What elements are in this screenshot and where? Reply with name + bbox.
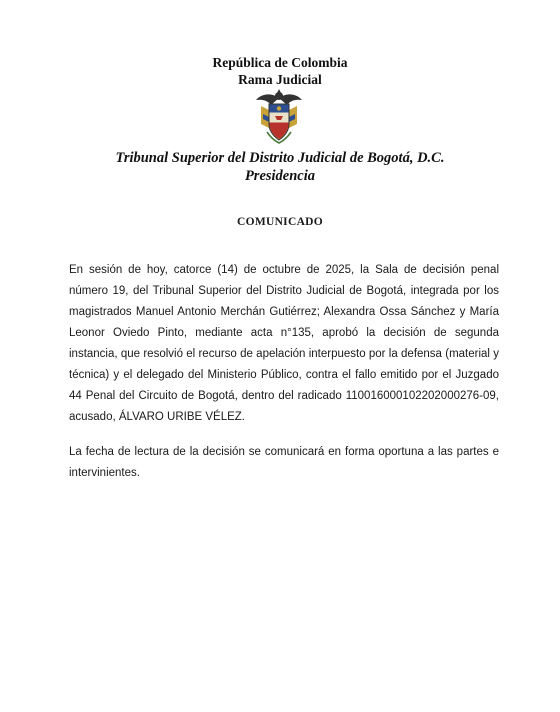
body-paragraph-1: En sesión de hoy, catorce (14) de octubre de 2025, la Sala de decisión penal número 19, del Tribunal Superior del Distrito Judicial de Bogotá, integrada por los magistrados Manuel Antonio Merchán Gutiérrez; Alexandra Ossa Sánchez y María Leonor Oviedo Pinto, mediante acta n°135, aprobó la decisión de segunda instancia, que resolvió el recurso de apelación interpuesto por la defensa (material y técnica) y el delegado del Ministerio Público, contra el fallo emitido por el Juzgado 44 Penal del Circuito de Bogotá, dentro del radicado 11001600010220200027​6-09, acusado, ÁLVARO URIBE VÉLEZ. bbox=[69, 264, 499, 423]
court-office: Presidencia bbox=[244, 168, 316, 184]
document-title: COMUNICADO bbox=[236, 216, 324, 228]
colombia-coat-of-arms-icon bbox=[255, 88, 303, 146]
header-country: República de Colombia bbox=[212, 55, 348, 70]
body-paragraph-2: La fecha de lectura de la decisión se comunicará en forma oportuna a las partes e intervinientes. bbox=[69, 446, 499, 479]
header-branch: Rama Judicial bbox=[238, 72, 322, 87]
court-name: Tribunal Superior del Distrito Judicial de Bogotá, D.C. bbox=[115, 150, 445, 166]
